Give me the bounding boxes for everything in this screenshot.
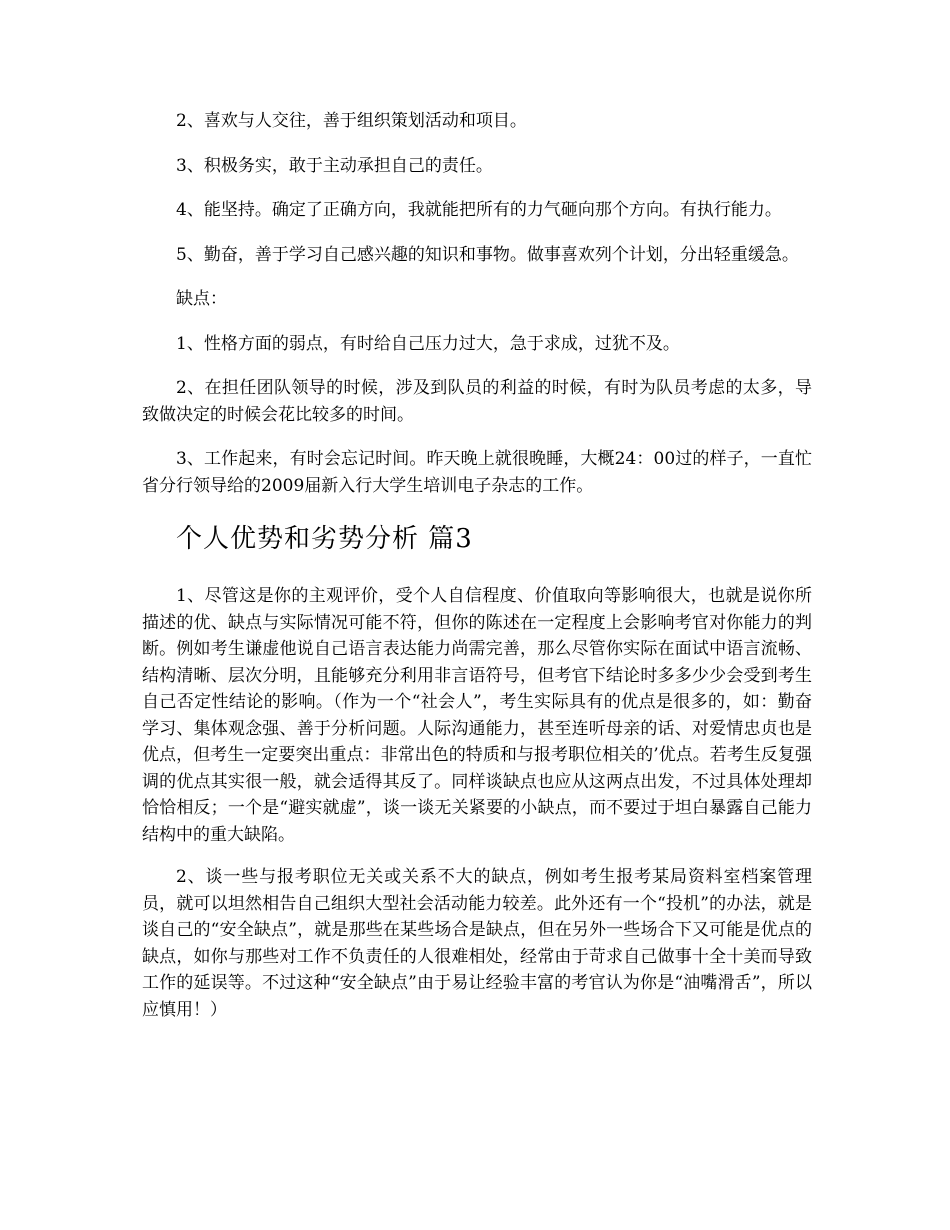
paragraph-weakness-2: 2、在担任团队领导的时候，涉及到队员的利益的时候，有时为队员考虑的太多，导致做决定的时候会花比较多的时间。	[142, 378, 812, 425]
analysis-section	[142, 583, 812, 1023]
weaknesses-label: 缺点：	[176, 289, 227, 309]
strengths-weaknesses-list	[142, 108, 812, 499]
paragraph-analysis-2: 2、谈一些与报考职位无关或关系不大的缺点，例如考生报考某局资料室档案管理员，就可以坦然相告自己组织大型社会活动能力较差。此外还有一个“投机”的办法，就是谈自己的“安全缺点”，就是那些在某些场合是缺点，但在另外一些场合下又可能是优点的缺点，如你与那些对工作不负责任的人很难相处，经常由于苛求自己做事十全十美而导致工作的延误等。不过这种“安全缺点”由于易让经验丰富的考官认为你是“油嘴滑舌”，所以应慎用！）	[142, 867, 812, 1020]
section-heading: 个人优势和劣势分析 篇3	[176, 524, 473, 554]
paragraph-weakness-1: 1、性格方面的弱点，有时给自己压力过大，急于求成，过犹不及。	[176, 333, 680, 354]
paragraph-strength-4: 4、能坚持。确定了正确方向，我就能把所有的力气砸向那个方向。有执行能力。	[176, 200, 782, 220]
paragraph-strength-2: 2、喜欢与人交往，善于组织策划活动和项目。	[176, 111, 527, 131]
paragraph-strength-3: 3、积极务实，敢于主动承担自己的责任。	[176, 155, 493, 176]
paragraph-weakness-3: 3、工作起来，有时会忘记时间。昨天晚上就很晚睡，大概24：00过的样子，一直忙省分行领导给的2009届新入行大学生培训电子杂志的工作。	[142, 449, 812, 496]
paragraph-strength-5: 5、勤奋，善于学习自己感兴趣的知识和事物。做事喜欢列个计划，分出轻重缓急。	[176, 244, 799, 265]
paragraph-analysis-1: 1、尽管这是你的主观评价，受个人自信程度、价值取向等影响很大，也就是说你所描述的优、缺点与实际情况可能不符，但你的陈述在一定程度上会影响考官对你能力的判断。例如考生谦虚他说自己语言表达能力尚需完善，那么尽管你实际在面试中语言流畅、结构清晰、层次分明，且能够充分利用非言语符号，但考官下结论时多多少少会受到考生自己否定性结论的影响。（作为一个“社会人”，考生实际具有的优点是很多的，如：勤奋学习、集体观念强、善于分析问题。人际沟通能力，甚至连听母亲的话、对爱情忠贞也是优点，但考生一定要突出重点：非常出色的特质和与报考职位相关的’优点。若考生反复强调的优点其实很一般，就会适得其反了。同样谈缺点也应从这两点出发，不过具体处理却恰恰相反；一个是“避实就虚”，谈一谈无关紧要的小缺点，而不要过于坦白暴露自己能力结构中的重大缺陷。	[142, 586, 812, 845]
document-body	[142, 108, 812, 1039]
